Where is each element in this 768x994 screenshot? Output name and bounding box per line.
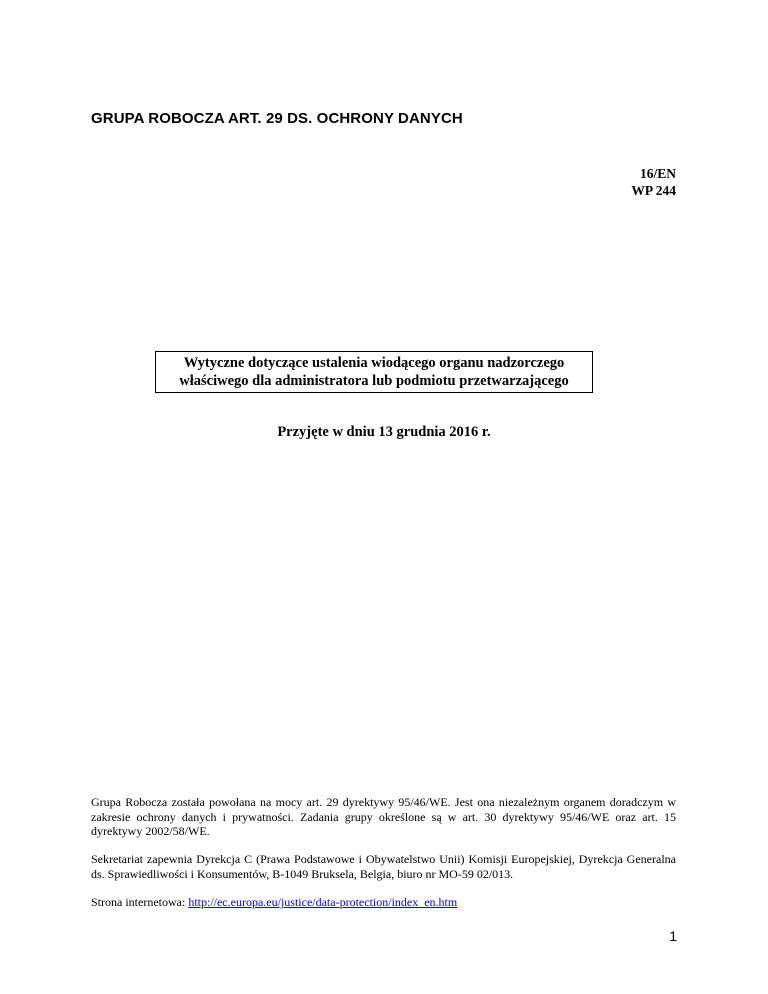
document-title-line-1: Wytyczne dotyczące ustalenia wiodącego organu nadzorczego	[183, 355, 565, 371]
reference-code: 16/EN	[639, 166, 676, 181]
website-label: Strona internetowa:	[91, 895, 186, 909]
website-line	[91, 895, 676, 910]
document-title-line-2: właściwego dla administratora lub podmiotu przetwarzającego	[179, 373, 569, 389]
document-reference	[631, 165, 676, 199]
wp-number: WP 244	[631, 183, 676, 198]
secretariat-description: Sekretariat zapewnia Dyrekcja C (Prawa Podstawowe i Obywatelstwo Unii) Komisji Europejskiej, Dyrekcja Generalna ds. Sprawiedliwości i Konsumentów, B-1049 Bruksela, Belgia, biuro nr MO-59 02/013.	[91, 852, 676, 881]
organization-heading: GRUPA ROBOCZA ART. 29 DS. OCHRONY DANYCH	[91, 110, 463, 127]
working-party-description: Grupa Robocza została powołana na mocy art. 29 dyrektywy 95/46/WE. Jest ona niezależnym organem doradczym w zakresie ochrony danych i prywatności. Zadania grupy określone są w art. 30 dyrektywy 95/46/WE oraz art. 15 dyrektywy 2002/58/WE.	[91, 795, 676, 838]
adoption-date: Przyjęte w dniu 13 grudnia 2016 r.	[277, 424, 491, 440]
page-number: 1	[669, 928, 677, 944]
website-link[interactable]: http://ec.europa.eu/justice/data-protection/index_en.htm	[188, 895, 458, 909]
document-title-box	[155, 351, 593, 393]
